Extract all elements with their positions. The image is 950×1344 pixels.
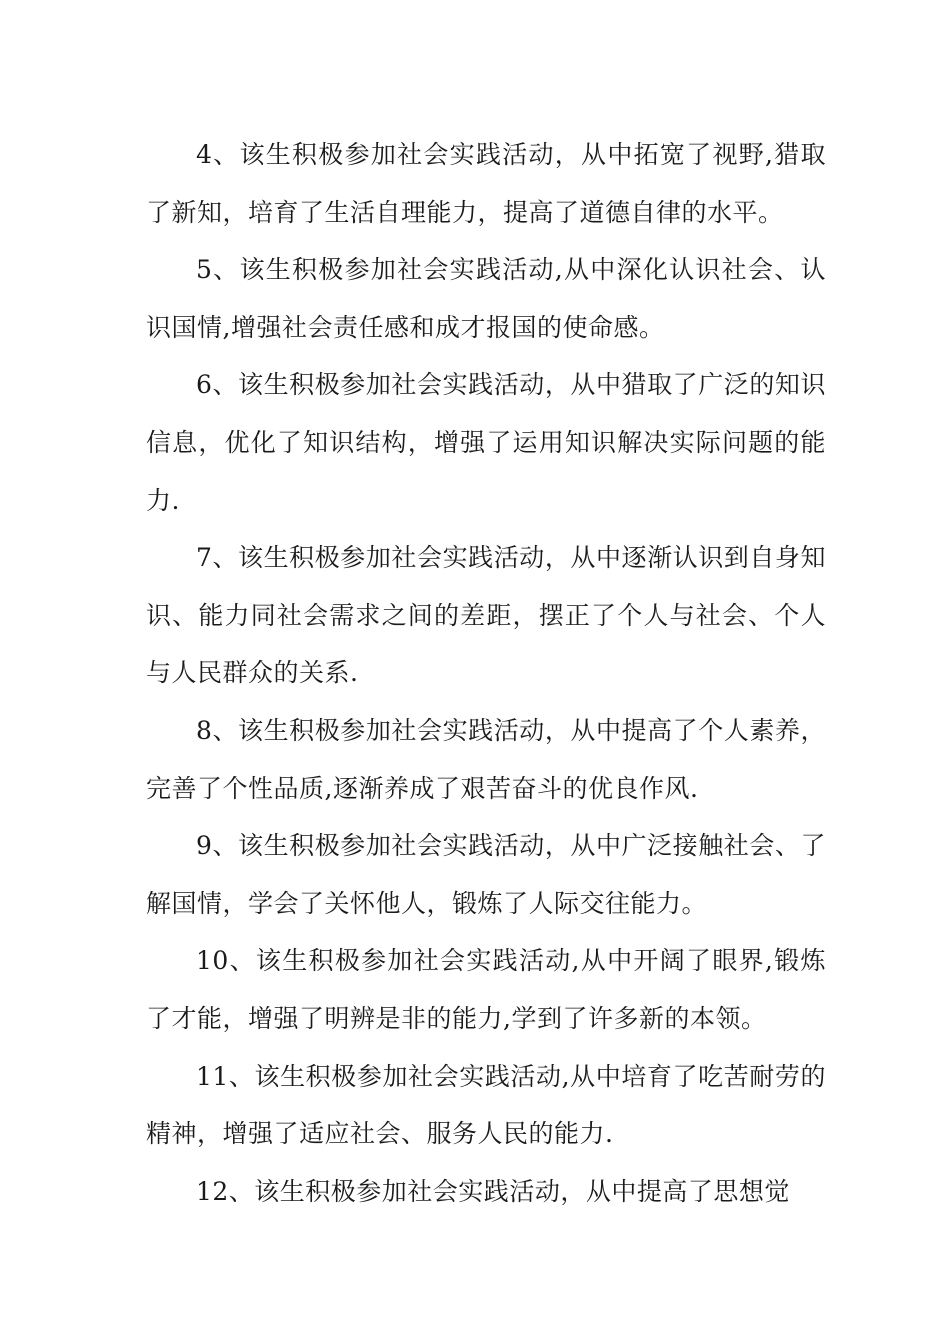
- paragraph-item-9: 9、该生积极参加社会实践活动，从中广泛接触社会、了解国情，学会了关怀他人，锻炼了人际交往能力。: [146, 831, 826, 918]
- paragraph-item-7: 7、该生积极参加社会实践活动，从中逐渐认识到自身知识、能力同社会需求之间的差距，摆正了个人与社会、个人与人民群众的关系.: [146, 543, 826, 688]
- paragraph-item-4: 4、该生积极参加社会实践活动，从中拓宽了视野,猎取了新知，培育了生活自理能力，提高了道德自律的水平。: [146, 140, 826, 227]
- paragraph-item-11: 11、该生积极参加社会实践活动,从中培育了吃苦耐劳的精神，增强了适应社会、服务人民的能力.: [146, 1061, 826, 1149]
- paragraph-item-5: 5、该生积极参加社会实践活动,从中深化认识社会、认识国情,增强社会责任感和成才报国的使命感。: [146, 255, 826, 342]
- paragraph-item-12: 12、该生积极参加社会实践活动，从中提高了思想觉: [196, 1176, 790, 1206]
- document-body: [146, 126, 826, 1220]
- paragraph-item-8: 8、该生积极参加社会实践活动，从中提高了个人素养，完善了个性品质,逐渐养成了艰苦奋斗的优良作风.: [146, 715, 826, 803]
- paragraph-item-6: 6、该生积极参加社会实践活动，从中猎取了广泛的知识信息，优化了知识结构，增强了运用知识解决实际问题的能力.: [146, 370, 826, 515]
- paragraph-item-10: 10、该生积极参加社会实践活动,从中开阔了眼界,锻炼了才能，增强了明辨是非的能力,学到了许多新的本领。: [146, 946, 826, 1033]
